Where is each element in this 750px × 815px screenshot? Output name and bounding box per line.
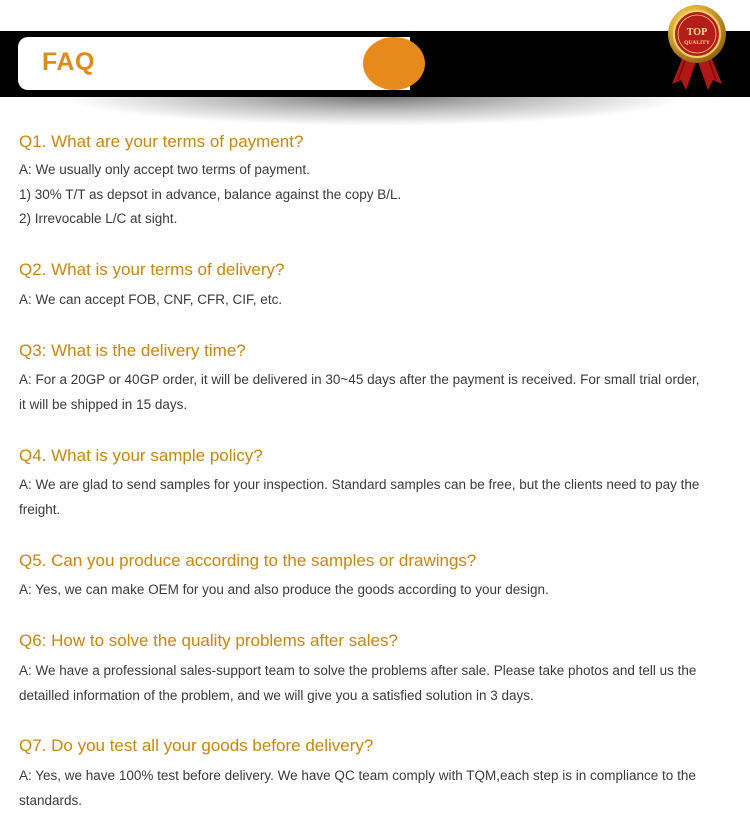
badge-line-1: TOP xyxy=(686,27,708,38)
answer-line: A: For a 20GP or 40GP order, it will be delivered in 30~45 days after the payment is received. For small trial order, xyxy=(19,372,700,387)
faq-question-4: Q4. What is your sample policy? xyxy=(19,446,263,465)
faq-question-2: Q2. What is your terms of delivery? xyxy=(19,260,285,279)
answer-line: A: We are glad to send samples for your inspection. Standard samples can be free, but the clients need to pay the xyxy=(19,477,700,492)
faq-answer-7 xyxy=(19,764,737,813)
faq-answer-4 xyxy=(19,473,737,522)
faq-question-3: Q3: What is the delivery time? xyxy=(19,341,246,360)
answer-line: A: We can accept FOB, CNF, CFR, CIF, etc. xyxy=(19,292,283,307)
answer-line: detailled information of the problem, and we will give you a satisfied solution in 3 days. xyxy=(19,687,534,703)
faq-answer-3 xyxy=(19,368,737,417)
header-shadow xyxy=(60,96,690,126)
answer-line: A: Yes, we have 100% test before delivery. We have QC team comply with TQM,each step is in compliance to the xyxy=(19,768,696,783)
answer-line: it will be shipped in 15 days. xyxy=(19,396,188,412)
badge-line-2: QUALITY xyxy=(684,40,710,46)
top-quality-badge-icon xyxy=(664,4,730,94)
orange-circle-decoration xyxy=(363,37,425,90)
answer-line: freight. xyxy=(19,501,61,517)
answer-line: A: We have a professional sales-support team to solve the problems after sale. Please take photos and tell us the xyxy=(19,663,697,678)
faq-question-6: Q6: How to solve the quality problems after sales? xyxy=(19,631,398,650)
page-title: FAQ xyxy=(42,48,95,76)
faq-question-5: Q5. Can you produce according to the samples or drawings? xyxy=(19,551,477,570)
answer-line: A: Yes, we can make OEM for you and also produce the goods according to your design. xyxy=(19,582,549,597)
faq-answer-1 xyxy=(19,158,737,232)
faq-question-7: Q7. Do you test all your goods before delivery? xyxy=(19,736,374,755)
faq-answer-2 xyxy=(19,288,737,313)
faq-answer-5 xyxy=(19,578,737,603)
answer-line: A: We usually only accept two terms of payment. xyxy=(19,162,310,177)
faq-answer-6 xyxy=(19,659,737,708)
answer-line: 2) Irrevocable L/C at sight. xyxy=(19,211,178,226)
answer-line: 1) 30% T/T as depsot in advance, balance against the copy B/L. xyxy=(19,186,402,202)
faq-question-1: Q1. What are your terms of payment? xyxy=(19,132,304,151)
answer-line: standards. xyxy=(19,792,83,808)
